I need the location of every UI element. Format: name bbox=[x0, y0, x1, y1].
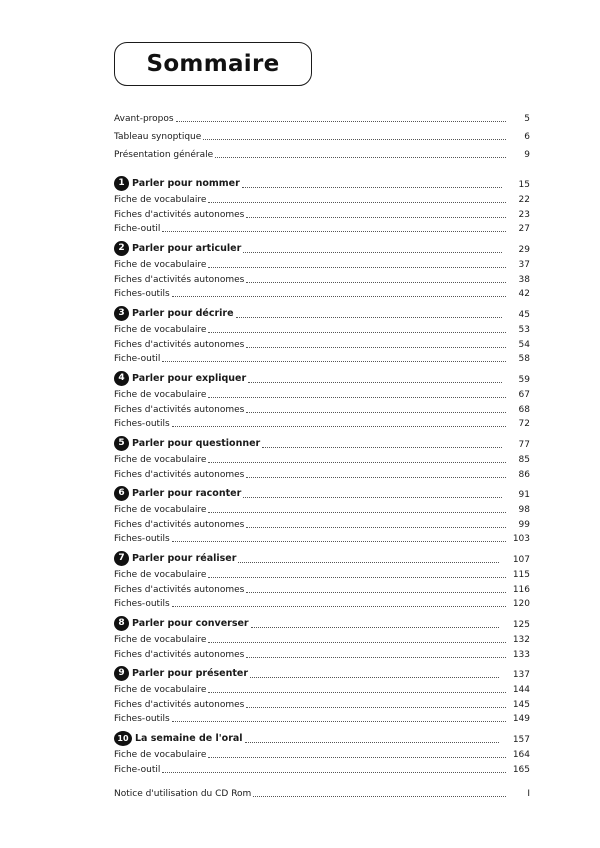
toc-entry-label: Fiches d'activités autonomes bbox=[114, 210, 245, 220]
dot-leader bbox=[246, 476, 506, 478]
toc-entry-label: Fiches-outils bbox=[114, 419, 170, 429]
dot-leader bbox=[162, 360, 506, 362]
chapter-number-badge: 7 bbox=[114, 551, 129, 566]
dot-leader bbox=[243, 496, 502, 498]
page-number: 149 bbox=[512, 714, 530, 724]
toc-entry bbox=[114, 351, 530, 365]
toc-entry-label: Fiches-outils bbox=[114, 289, 170, 299]
page-number: 133 bbox=[512, 650, 530, 660]
toc-entry bbox=[114, 647, 530, 661]
page-number: 145 bbox=[512, 700, 530, 710]
chapter-title bbox=[114, 176, 240, 191]
page-number: 27 bbox=[518, 224, 530, 234]
dot-leader bbox=[208, 201, 506, 203]
page-number: 23 bbox=[518, 210, 530, 220]
toc-entry bbox=[114, 747, 530, 761]
chapter-title bbox=[114, 666, 248, 681]
toc-entry bbox=[114, 697, 530, 711]
toc-entry bbox=[114, 207, 530, 221]
chapter-entry bbox=[114, 552, 530, 566]
toc-entry bbox=[114, 192, 530, 206]
dot-leader bbox=[246, 411, 506, 413]
toc-entry bbox=[114, 531, 530, 545]
dot-leader bbox=[172, 425, 506, 427]
toc-entry-label: Fiches d'activités autonomes bbox=[114, 520, 245, 530]
chapter-number-badge: 5 bbox=[114, 436, 129, 451]
toc-entry bbox=[114, 596, 530, 610]
dot-leader bbox=[172, 295, 506, 297]
dot-leader bbox=[246, 346, 506, 348]
chapter-title-text: Parler pour expliquer bbox=[132, 373, 247, 384]
chapter-number-badge: 6 bbox=[114, 486, 129, 501]
dot-leader bbox=[248, 381, 502, 383]
dot-leader bbox=[172, 720, 506, 722]
dot-leader bbox=[246, 591, 506, 593]
page-number: 99 bbox=[518, 520, 530, 530]
chapter-number-badge: 3 bbox=[114, 306, 129, 321]
toc-entry-label: Fiches d'activités autonomes bbox=[114, 340, 245, 350]
toc-entry bbox=[114, 286, 530, 300]
toc-entry bbox=[114, 402, 530, 416]
page-number: 59 bbox=[518, 375, 530, 385]
dot-leader bbox=[208, 691, 506, 693]
page-number: 53 bbox=[518, 325, 530, 335]
toc-entry-label: Fiche de vocabulaire bbox=[114, 260, 207, 270]
toc-entry-label: Fiche de vocabulaire bbox=[114, 390, 207, 400]
dot-leader bbox=[162, 771, 506, 773]
chapter-entry bbox=[114, 487, 530, 501]
toc-entry-label: Fiches-outils bbox=[114, 599, 170, 609]
toc-entry bbox=[114, 502, 530, 516]
chapter-title-text: Parler pour présenter bbox=[132, 668, 249, 679]
page-number: 85 bbox=[518, 455, 530, 465]
dot-leader bbox=[215, 156, 506, 158]
page-number: 165 bbox=[512, 765, 530, 775]
page-number: 98 bbox=[518, 505, 530, 515]
chapter-entry bbox=[114, 617, 530, 631]
page-number: 86 bbox=[518, 470, 530, 480]
dot-leader bbox=[172, 540, 506, 542]
toc-entry bbox=[114, 257, 530, 271]
chapter-entry bbox=[114, 177, 530, 191]
chapter-title-text: Parler pour réaliser bbox=[132, 553, 237, 564]
toc-entry bbox=[114, 337, 530, 351]
page-title-box bbox=[114, 42, 312, 86]
page-number: 15 bbox=[518, 180, 530, 190]
page-number: 22 bbox=[518, 195, 530, 205]
chapter-title bbox=[114, 241, 241, 256]
toc-entry bbox=[114, 517, 530, 531]
dot-leader bbox=[262, 446, 502, 448]
page-number: 72 bbox=[518, 419, 530, 429]
chapter-title-text: Parler pour décrire bbox=[132, 308, 234, 319]
toc-entry-label: Notice d'utilisation du CD Rom bbox=[114, 789, 252, 799]
toc-entry-label: Fiches d'activités autonomes bbox=[114, 405, 245, 415]
chapter-title-text: Parler pour raconter bbox=[132, 488, 242, 499]
chapter-number-badge: 1 bbox=[114, 176, 129, 191]
dot-leader bbox=[208, 331, 506, 333]
chapter-entry bbox=[114, 372, 530, 386]
page-number: 5 bbox=[524, 114, 530, 124]
dot-leader bbox=[242, 186, 502, 188]
chapter-title bbox=[114, 551, 236, 566]
toc-entry-label: Fiche-outil bbox=[114, 354, 161, 364]
toc-entry-label: Présentation générale bbox=[114, 150, 214, 160]
dot-leader bbox=[208, 266, 506, 268]
page-number: 137 bbox=[512, 670, 530, 680]
toc-entry-label: Avant-propos bbox=[114, 114, 174, 124]
chapter-number-badge: 10 bbox=[114, 731, 132, 746]
chapter-entry bbox=[114, 437, 530, 451]
chapter-number-badge: 8 bbox=[114, 616, 129, 631]
toc-entry bbox=[114, 762, 530, 776]
dot-leader bbox=[162, 230, 506, 232]
chapter-title bbox=[114, 306, 234, 321]
dot-leader bbox=[246, 281, 506, 283]
page-number: 132 bbox=[512, 635, 530, 645]
dot-leader bbox=[246, 656, 506, 658]
toc-entry-label: Fiche-outil bbox=[114, 765, 161, 775]
dot-leader bbox=[253, 795, 506, 797]
page-number: 68 bbox=[518, 405, 530, 415]
dot-leader bbox=[251, 626, 499, 628]
page-number: 45 bbox=[518, 310, 530, 320]
page-number: 107 bbox=[512, 555, 530, 565]
toc-entry-label: Fiche de vocabulaire bbox=[114, 505, 207, 515]
toc-entry bbox=[114, 272, 530, 286]
dot-leader bbox=[203, 138, 506, 140]
dot-leader bbox=[246, 526, 506, 528]
toc-entry-cd-rom bbox=[114, 786, 530, 800]
page-number: 9 bbox=[524, 150, 530, 160]
dot-leader bbox=[208, 756, 506, 758]
dot-leader bbox=[208, 576, 506, 578]
chapter-number-badge: 4 bbox=[114, 371, 129, 386]
page-number: 77 bbox=[518, 440, 530, 450]
page-number: 164 bbox=[512, 750, 530, 760]
toc-entry-label: Fiche de vocabulaire bbox=[114, 325, 207, 335]
page-number: 67 bbox=[518, 390, 530, 400]
chapter-title bbox=[114, 436, 260, 451]
toc-entry-label: Fiche de vocabulaire bbox=[114, 635, 207, 645]
chapter-title bbox=[114, 486, 241, 501]
dot-leader bbox=[172, 605, 506, 607]
toc-entry bbox=[114, 682, 530, 696]
chapter-title bbox=[114, 616, 249, 631]
chapter-title-text: Parler pour converser bbox=[132, 618, 249, 629]
dot-leader bbox=[250, 676, 499, 678]
toc-entry-label: Fiche de vocabulaire bbox=[114, 570, 207, 580]
toc-entry bbox=[114, 387, 530, 401]
dot-leader bbox=[208, 511, 506, 513]
toc-entry bbox=[114, 221, 530, 235]
page-number: 157 bbox=[512, 735, 530, 745]
toc-entry-label: Fiches d'activités autonomes bbox=[114, 470, 245, 480]
page-title: Sommaire bbox=[146, 51, 280, 77]
toc-entry-label: Fiches-outils bbox=[114, 714, 170, 724]
toc-entry bbox=[114, 452, 530, 466]
toc-entry bbox=[114, 322, 530, 336]
chapter-entry bbox=[114, 242, 530, 256]
toc-entry-label: Fiche de vocabulaire bbox=[114, 750, 207, 760]
chapter-number-badge: 9 bbox=[114, 666, 129, 681]
toc-entry-label: Fiches-outils bbox=[114, 534, 170, 544]
chapter-entry bbox=[114, 307, 530, 321]
page-number: 120 bbox=[512, 599, 530, 609]
page-number: 42 bbox=[518, 289, 530, 299]
dot-leader bbox=[243, 251, 502, 253]
page-number: 29 bbox=[518, 245, 530, 255]
dot-leader bbox=[208, 641, 506, 643]
page-number: 115 bbox=[512, 570, 530, 580]
toc-entry bbox=[114, 582, 530, 596]
toc-entry bbox=[114, 711, 530, 725]
page-number: 116 bbox=[512, 585, 530, 595]
chapter-title bbox=[114, 371, 246, 386]
chapter-number-badge: 2 bbox=[114, 241, 129, 256]
toc-entry-label: Fiche de vocabulaire bbox=[114, 685, 207, 695]
toc-entry-label: Fiche-outil bbox=[114, 224, 161, 234]
toc-entry-label: Fiches d'activités autonomes bbox=[114, 275, 245, 285]
page-number: 58 bbox=[518, 354, 530, 364]
toc-entry-label: Tableau synoptique bbox=[114, 132, 202, 142]
toc-entry-label: Fiches d'activités autonomes bbox=[114, 650, 245, 660]
dot-leader bbox=[208, 461, 506, 463]
page-number: 144 bbox=[512, 685, 530, 695]
dot-leader bbox=[208, 396, 506, 398]
chapter-entry bbox=[114, 667, 530, 681]
chapter-title bbox=[114, 731, 243, 746]
chapter-entry bbox=[114, 732, 530, 746]
toc-entry bbox=[114, 632, 530, 646]
page-number: 38 bbox=[518, 275, 530, 285]
page-number: 125 bbox=[512, 620, 530, 630]
toc-entry-label: Fiche de vocabulaire bbox=[114, 455, 207, 465]
toc-entry bbox=[114, 111, 530, 125]
page-number: 37 bbox=[518, 260, 530, 270]
toc-entry-label: Fiches d'activités autonomes bbox=[114, 700, 245, 710]
chapter-title-text: La semaine de l'oral bbox=[135, 733, 243, 744]
page-number: 103 bbox=[512, 534, 530, 544]
toc-entry bbox=[114, 467, 530, 481]
toc-entry bbox=[114, 416, 530, 430]
page-number: 54 bbox=[518, 340, 530, 350]
dot-leader bbox=[246, 706, 506, 708]
toc-entry bbox=[114, 567, 530, 581]
page-number: I bbox=[527, 789, 530, 799]
chapter-title-text: Parler pour nommer bbox=[132, 178, 240, 189]
dot-leader bbox=[236, 316, 502, 318]
chapter-title-text: Parler pour questionner bbox=[132, 438, 261, 449]
page-number: 91 bbox=[518, 490, 530, 500]
chapter-title-text: Parler pour articuler bbox=[132, 243, 242, 254]
toc-entry bbox=[114, 129, 530, 143]
toc-entry-label: Fiche de vocabulaire bbox=[114, 195, 207, 205]
dot-leader bbox=[245, 741, 499, 743]
dot-leader bbox=[176, 120, 506, 122]
dot-leader bbox=[246, 216, 506, 218]
toc-entry bbox=[114, 147, 530, 161]
page-number: 6 bbox=[524, 132, 530, 142]
dot-leader bbox=[238, 561, 498, 563]
toc-entry-label: Fiches d'activités autonomes bbox=[114, 585, 245, 595]
